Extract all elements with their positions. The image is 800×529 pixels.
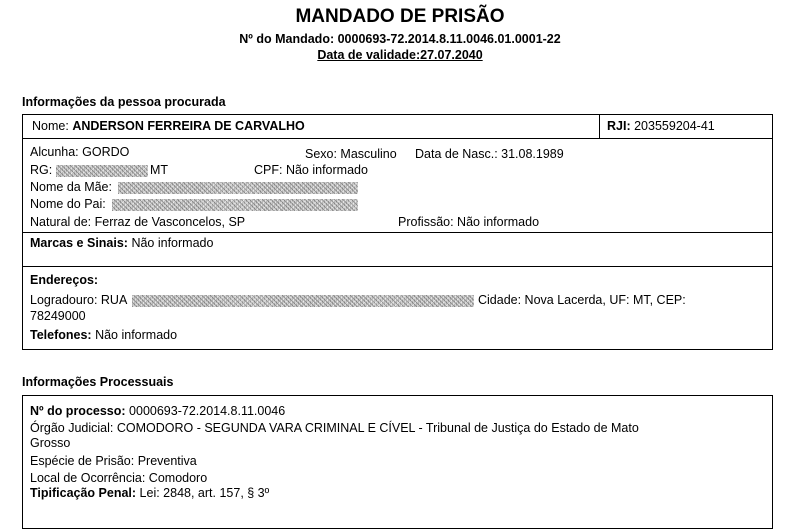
marks-field (30, 236, 213, 251)
penal-type-field (30, 486, 269, 501)
court-field-line2: Grosso (30, 436, 71, 450)
birthplace-field: Natural de: Ferraz de Vasconcelos, SP (30, 215, 246, 229)
details-divider (22, 232, 773, 233)
alias-field: Alcunha: GORDO (30, 145, 130, 159)
marks-value: Não informado (131, 236, 214, 250)
name-label: Nome: (32, 119, 69, 133)
rg-label: RG: (30, 163, 53, 177)
process-number-label: Nº do processo: (30, 404, 126, 418)
court-field-line1: Órgão Judicial: COMODORO - SEGUNDA VARA CRIMINAL E CÍVEL - Tribunal de Justiça do Estado de Mato (30, 421, 639, 435)
cep-value: 78249000 (30, 309, 86, 323)
phones-field (30, 328, 177, 343)
father-name-redaction (112, 199, 358, 211)
person-section-heading: Informações da pessoa procurada (22, 95, 226, 109)
rji-label: RJI: (607, 119, 631, 133)
street-label: Logradouro: RUA (30, 293, 128, 307)
document-title: MANDADO DE PRISÃO (295, 6, 505, 27)
profession-field: Profissão: Não informado (398, 215, 540, 229)
name-field (32, 119, 305, 134)
rg-redaction (56, 165, 148, 177)
occurrence-place-field: Local de Ocorrência: Comodoro (30, 471, 208, 485)
phones-value: Não informado (95, 328, 178, 342)
city-field: Cidade: Nova Lacerda, UF: MT, CEP: (478, 293, 686, 307)
mother-name-label: Nome da Mãe: (30, 180, 112, 194)
arrest-type-field: Espécie de Prisão: Preventiva (30, 454, 197, 468)
rji-value: 203559204-41 (634, 119, 715, 133)
rg-suffix: MT (150, 163, 169, 177)
rji-field (607, 119, 715, 134)
validity-date: Data de validade:27.07.2040 (317, 48, 483, 62)
marks-divider (22, 266, 773, 267)
name-value: ANDERSON FERREIRA DE CARVALHO (72, 119, 305, 133)
sex-field: Sexo: Masculino (305, 147, 397, 161)
street-redaction (132, 295, 474, 307)
phones-label: Telefones: (30, 328, 92, 342)
name-row-divider (22, 138, 773, 139)
mother-name-redaction (118, 182, 358, 194)
penal-type-value: Lei: 2848, art. 157, § 3º (139, 486, 270, 500)
process-number-value: 0000693-72.2014.8.11.0046 (129, 404, 286, 418)
cpf-field: CPF: Não informado (254, 163, 368, 177)
father-name-label: Nome do Pai: (30, 197, 106, 211)
process-section-heading: Informações Processuais (22, 375, 174, 389)
process-number-field (30, 404, 285, 419)
marks-label: Marcas e Sinais: (30, 236, 128, 250)
warrant-number: Nº do Mandado: 0000693-72.2014.8.11.0046.01.0001-22 (239, 32, 561, 46)
birth-date-field: Data de Nasc.: 31.08.1989 (415, 147, 564, 161)
penal-type-label: Tipificação Penal: (30, 486, 137, 500)
addresses-label: Endereços: (30, 273, 99, 287)
rji-divider (599, 114, 600, 138)
